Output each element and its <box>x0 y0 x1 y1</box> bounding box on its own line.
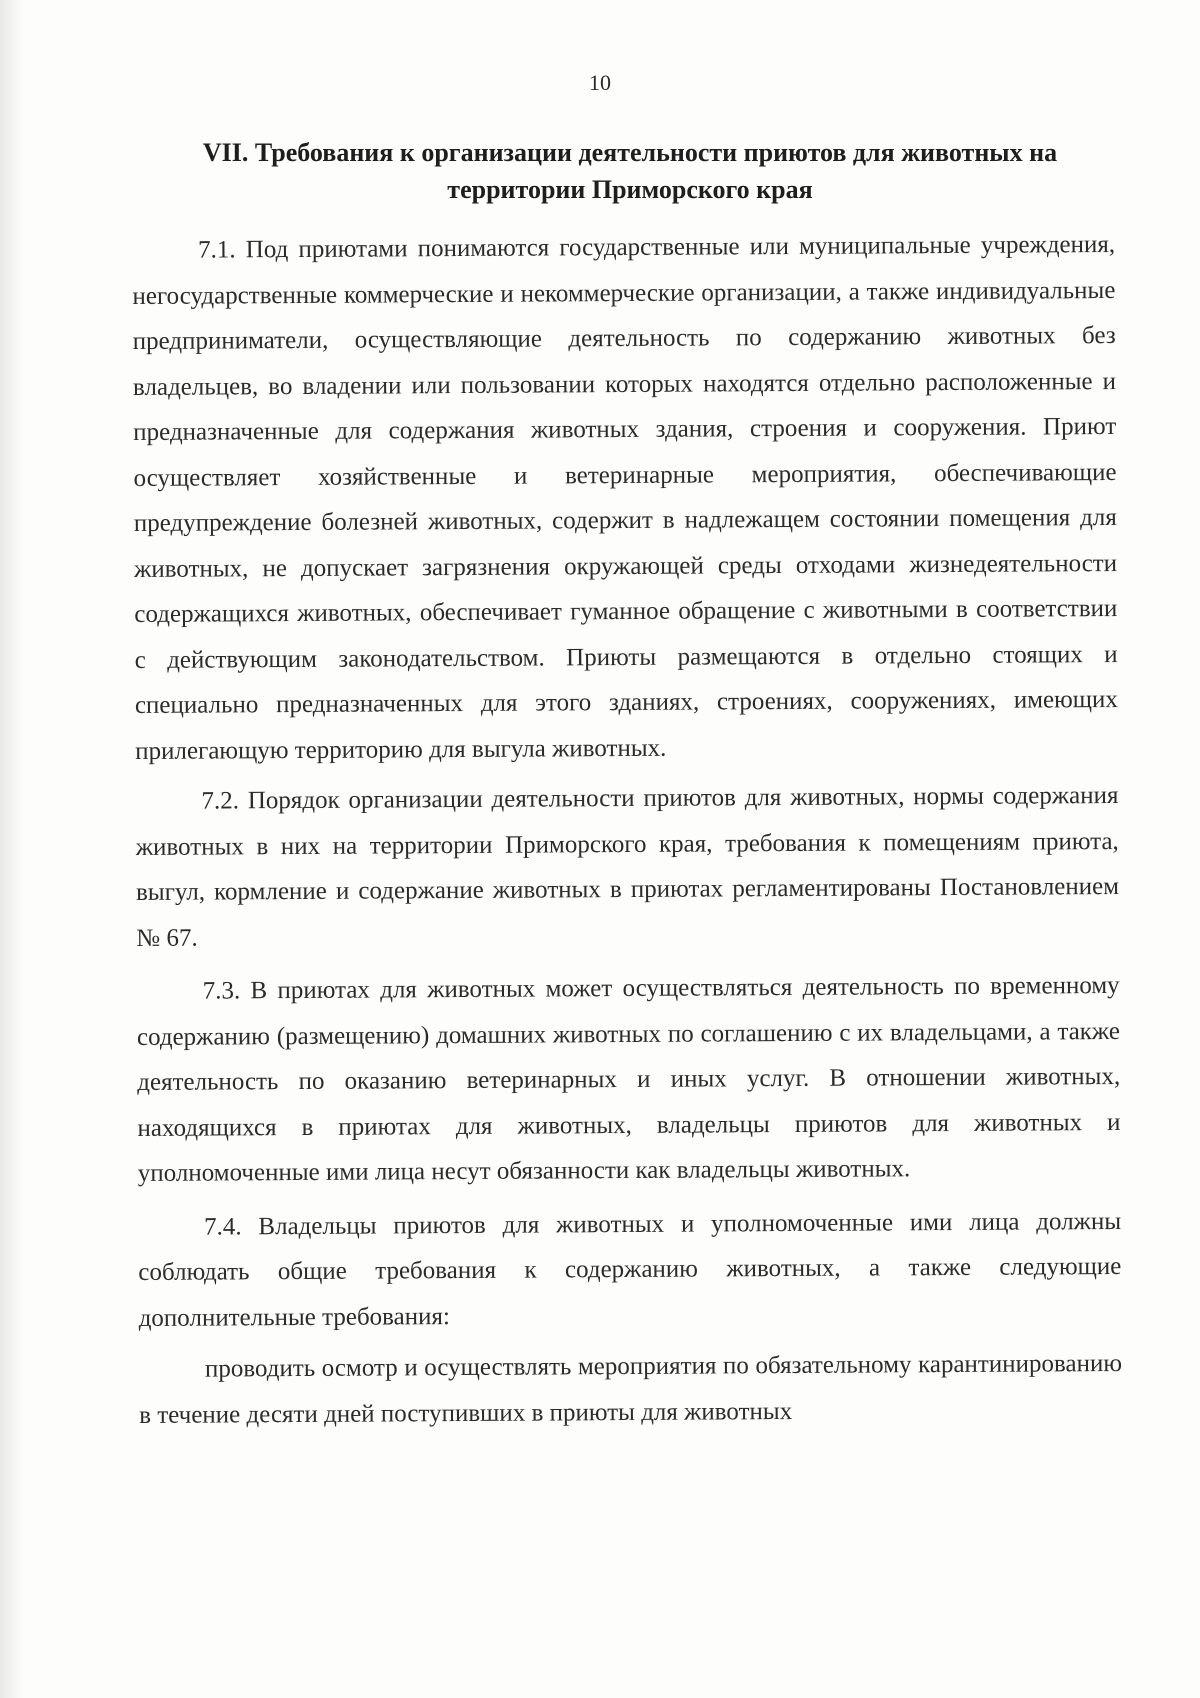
section-heading-line-2: территории Приморского края <box>447 175 813 204</box>
requirement-item-1: проводить осмотр и осуществлять мероприятия по обязательному карантинированию в течение десяти дней поступивших в приюты для животных <box>139 1349 1123 1429</box>
paragraph-7-3: 7.3. В приютах для животных может осуществляться деятельность по временному содержанию (размещению) домашних животных по соглашению с их владельцами, а также деятельность по оказанию ветеринарных и иных услуг. В отношении животных, находящихся в приютах для животных, владельцы приютов для животных и уполномоченные ими лица несут обязанности как владельцы животных. <box>136 971 1121 1187</box>
paragraph-7-2: 7.2. Порядок организации деятельности приютов для животных, нормы содержания животных в них на территории Приморского края, требования к помещениям приюта, выгул, кормление и содержание животных в приютах регламентированы Постановлением № 67. <box>135 781 1120 952</box>
paragraph-7-4: 7.4. Владельцы приютов для животных и уполномоченные ими лица должны соблюдать общие требования к содержанию животных, а также следующие дополнительные требования: <box>138 1207 1122 1332</box>
paragraph-7-1: 7.1. Под приютами понимаются государственные или муниципальные учреждения, негосударственные коммерческие и некоммерческие организации, а также индивидуальные предприниматели, осуществляющие деятельность по содержанию животных без владельцев, во владении или пользовании которых находятся отдельно расположенные и предназначенные для содержания животных здания, строения и сооружения. Приют осуществляет хозяйственные и ветеринарные мероприятия, обеспечивающие предупреждение болезней животных, содержит в надлежащем состоянии помещения для животных, не допускает загрязнения окружающей среды отходами жизнедеятельности содержащихся животных, обеспечивает гуманное обращение с животными в соответствии с действующим законодательством. Приюты размещаются в отдельно стоящих и специально предназначенных для этого зданиях, строениях, сооружениях, имеющих прилегающую территорию для выгула животных. <box>132 230 1118 765</box>
section-heading-line-1: VII. Требования к организации деятельности приютов для животных на <box>202 138 1058 167</box>
document-body <box>132 222 1122 1438</box>
page-number: 10 <box>589 70 611 95</box>
section-heading <box>150 134 1110 208</box>
scan-edge-shadow <box>0 0 24 1698</box>
